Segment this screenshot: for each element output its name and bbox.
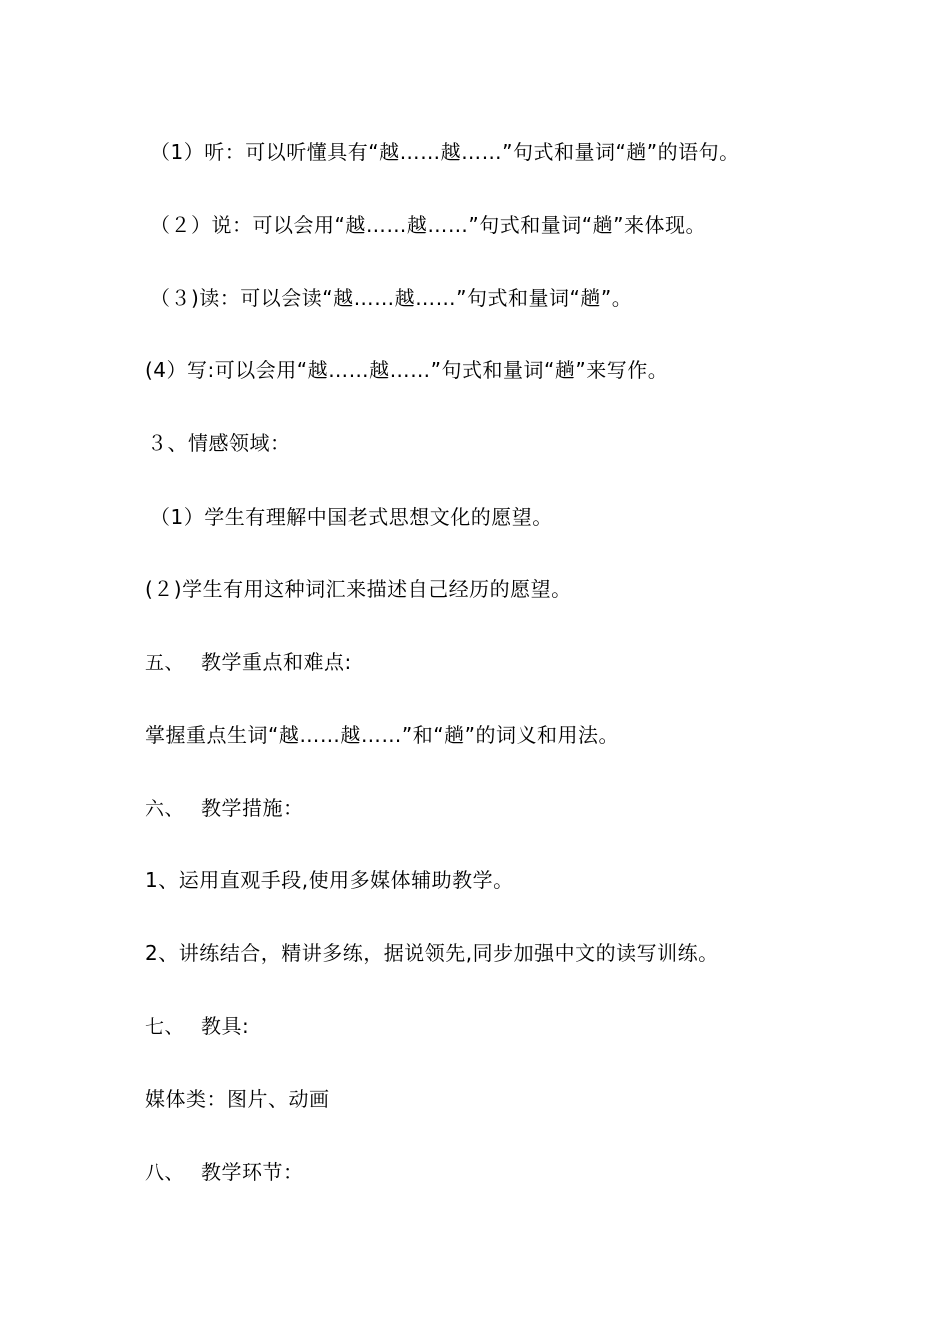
writing-objective: (4）写:可以会用“越……越……”句式和量词“趟”来写作。 [145, 358, 669, 382]
reading-objective: （３)读：可以会读“越……越……”句式和量词“趟”。 [150, 286, 633, 310]
section-title: 教学环节： [201, 1160, 304, 1184]
section-number: 六、 [145, 798, 185, 820]
section-number: 七、 [145, 1016, 185, 1038]
section-title: 教具: [201, 1014, 250, 1038]
section-title: 教学措施： [201, 796, 304, 820]
affective-domain-heading: ３、情感领域： [147, 431, 291, 455]
section-eight-heading [145, 1158, 304, 1187]
section-seven-heading [145, 1012, 249, 1041]
method-item-2: 2、讲练结合，精讲多练，据说领先,同步加强中文的读写训练。 [145, 941, 719, 965]
section-five-heading [145, 648, 352, 677]
listening-objective: （1）听：可以听懂具有“越……越……”句式和量词“趟”的语句。 [150, 140, 740, 164]
affective-item-2: (２)学生有用这种词汇来描述自己经历的愿望。 [145, 577, 572, 601]
speaking-objective: （２）说：可以会用“越……越……”句式和量词“趟”来体现。 [150, 213, 706, 237]
method-item-1: 1、运用直观手段,使用多媒体辅助教学。 [145, 868, 514, 892]
section-number: 五、 [145, 652, 185, 674]
section-number: 八、 [145, 1162, 185, 1184]
affective-item-1: （1）学生有理解中国老式思想文化的愿望。 [150, 505, 553, 529]
section-title: 教学重点和难点: [201, 650, 352, 674]
section-six-heading [145, 794, 304, 823]
section-five-body: 掌握重点生词“越……越……”和“趟”的词义和用法。 [145, 723, 619, 747]
section-seven-body: 媒体类：图片、动画 [145, 1087, 330, 1111]
